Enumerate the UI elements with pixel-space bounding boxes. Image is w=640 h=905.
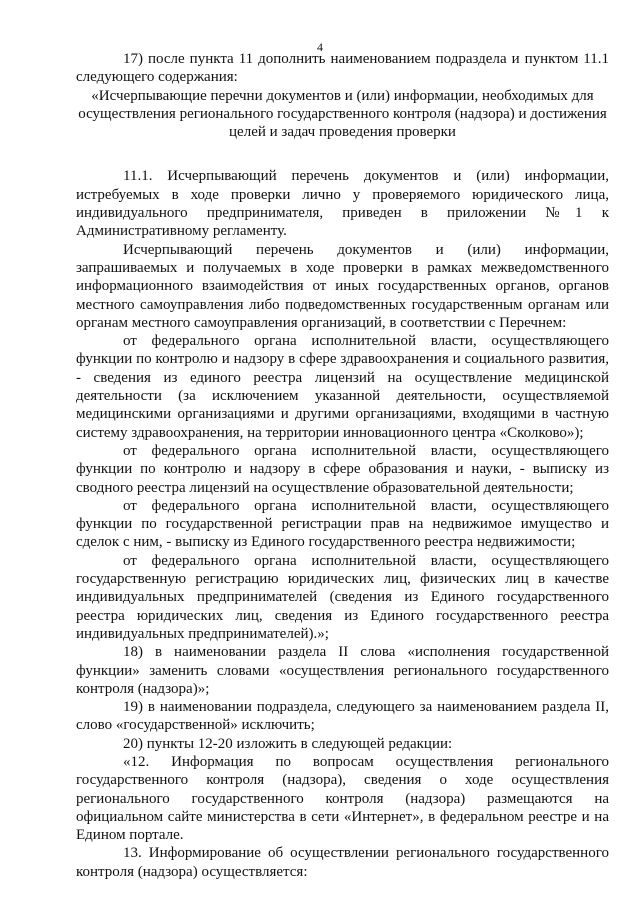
paragraph-item-19: 19) в наименовании подраздела, следующего за наименованием раздела II, слово «государственной» исключить; [76, 699, 609, 734]
paragraph-item-20: 20) пункты 12-20 изложить в следующей редакции: [123, 735, 453, 752]
paragraph-gap [76, 141, 609, 167]
paragraph-item-17: 17) после пункта 11 дополнить наименованием подраздела и пунктом 11.1 следующего содержания: [76, 51, 609, 86]
document-body [76, 50, 609, 881]
list-item-education: от федерального органа исполнительной власти, осуществляющего функции по контролю и надзору в сфере образования и науки, - выписку из сводного реестра лицензий на осуществление образовательной деятельности; [76, 442, 609, 496]
list-item-healthcare: от федерального органа исполнительной власти, осуществляющего функции по контролю и надзору в сфере здравоохранения и социального развития, - сведения из единого реестра лицензий на осуществление медицинской деятельности (за исключением указанной деятельности, осуществляемой медицинскими организациями и другими организациями, входящими в частную систему здравоохранения, на территории инновационного центра «Сколково»); [76, 333, 609, 441]
paragraph-item-11-1: 11.1. Исчерпывающий перечень документов и (или) информации, истребуемых в ходе проверки лично у проверяемого юридического лица, индивидуального предпринимателя, приведен в приложении №1 к Административному регламенту. [76, 168, 609, 240]
list-item-registration: от федерального органа исполнительной власти, осуществляющего государственную регистрацию юридических лиц, физических лиц в качестве индивидуальных предпринимателей (сведения из Единого государственного реестра юридических лиц, сведения из Единого государственного реестра индивидуальных предпринимателей).»; [76, 552, 609, 642]
list-item-real-estate: от федерального органа исполнительной власти, осуществляющего функции по государственной регистрации прав на недвижимое имущество и сделок с ним, - выписку из Единого государственного реестра недвижимости; [76, 497, 609, 551]
paragraph-item-13: 13. Информирование об осуществлении регионального государственного контроля (надзора) осуществляется: [76, 845, 609, 880]
page-number: 4 [317, 40, 323, 54]
paragraph-item-12: «12. Информация по вопросам осуществления регионального государственного контроля (надзора), сведения о ходе осуществления регионального государственного контроля (надзора) размещаются на официальном сайте министерства в сети «Интернет», в федеральном реестре и на Едином портале. [76, 753, 609, 844]
paragraph-item-18: 18) в наименовании раздела II слова «исполнения государственной функции» заменить словами «осуществления регионального государственного контроля (надзора)»; [76, 644, 609, 697]
subsection-heading: «Исчерпывающие перечни документов и (или) информации, необходимых для осуществления регионального государственного контроля (надзора) и достижения целей и задач проведения проверки [78, 87, 607, 141]
paragraph-list-intro: Исчерпывающий перечень документов и (или) информации, запрашиваемых и получаемых в ходе проверки в рамках межведомственного информационного взаимодействия от иных государственных органов, органов местного самоуправления либо подведомственных государственным органам или органам местного самоуправления организаций, в соответствии с Перечнем: [76, 241, 609, 331]
